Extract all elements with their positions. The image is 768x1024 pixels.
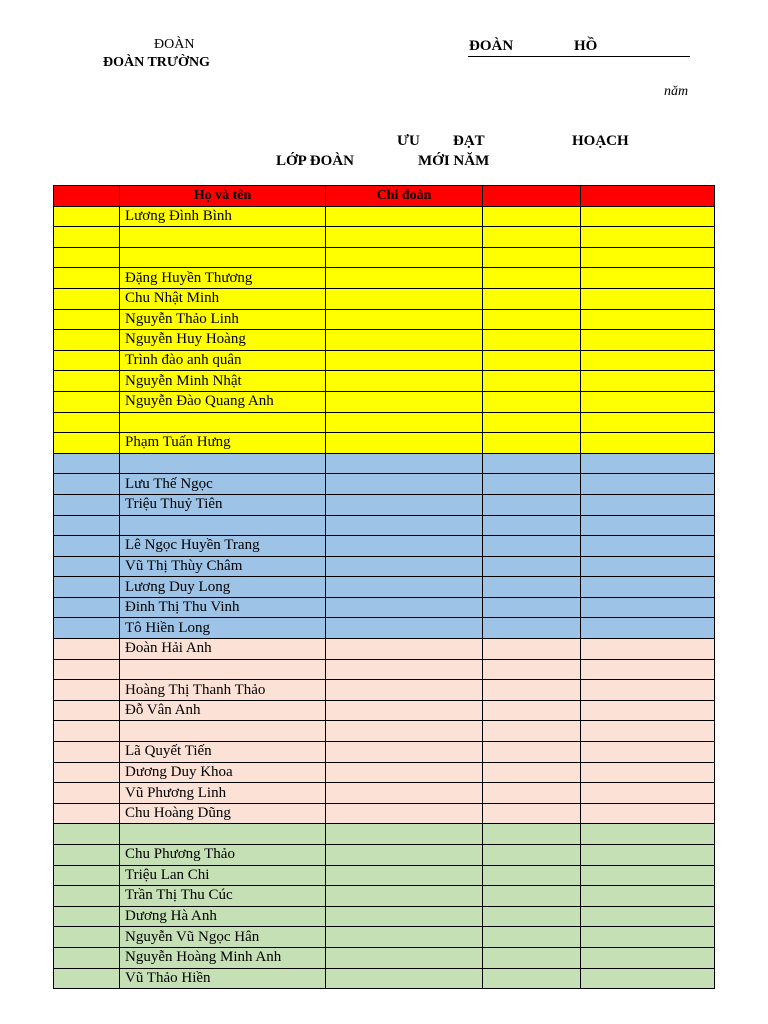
empty-cell [581,700,715,721]
empty-cell [326,824,483,845]
table-row [54,350,715,371]
table-row [54,824,715,845]
empty-cell [54,742,120,763]
empty-cell [54,288,120,309]
member-name-cell: Chu Phương Thảo [120,845,326,866]
member-name-cell: Phạm Tuấn Hưng [120,433,326,454]
empty-cell [581,556,715,577]
table-row [54,515,715,536]
school-union-label: ĐOÀN TRƯỜNG [103,55,210,70]
empty-cell [483,639,581,660]
empty-cell [54,577,120,598]
empty-cell [483,494,581,515]
empty-cell [483,783,581,804]
empty-cell [326,639,483,660]
empty-cell [54,412,120,433]
empty-cell [483,433,581,454]
empty-cell [581,824,715,845]
empty-cell [581,618,715,639]
empty-cell [54,536,120,557]
table-row [54,268,715,289]
empty-cell [483,968,581,989]
empty-cell [54,865,120,886]
empty-cell [483,227,581,248]
table-row [54,433,715,454]
table-row [54,659,715,680]
member-name-cell [120,453,326,474]
header-cell-extra-1 [483,186,581,207]
empty-cell [54,597,120,618]
empty-cell [326,742,483,763]
member-name-cell: Triệu Lan Chi [120,865,326,886]
empty-cell [581,371,715,392]
table-row [54,906,715,927]
empty-cell [326,783,483,804]
member-name-cell: Vũ Thị Thùy Châm [120,556,326,577]
member-name-cell: Đặng Huyền Thương [120,268,326,289]
table-row [54,680,715,701]
empty-cell [483,824,581,845]
member-name-cell: Nguyễn Đào Quang Anh [120,391,326,412]
member-name-cell [120,247,326,268]
empty-cell [326,947,483,968]
empty-cell [483,762,581,783]
empty-cell [581,639,715,660]
empty-cell [54,783,120,804]
empty-cell [483,742,581,763]
national-header-word1: ĐOÀN [469,38,514,54]
empty-cell [54,371,120,392]
member-name-cell [120,721,326,742]
empty-cell [483,330,581,351]
empty-cell [326,700,483,721]
empty-cell [483,618,581,639]
empty-cell [326,453,483,474]
empty-cell [483,597,581,618]
member-name-cell [120,659,326,680]
member-name-cell: Nguyễn Hoàng Minh Anh [120,947,326,968]
table-row [54,412,715,433]
member-name-cell: Chu Nhật Minh [120,288,326,309]
empty-cell [54,803,120,824]
empty-cell [54,618,120,639]
table-row [54,597,715,618]
empty-cell [326,474,483,495]
header-cell-extra-2 [581,186,715,207]
empty-cell [581,721,715,742]
empty-cell [326,865,483,886]
table-row [54,886,715,907]
empty-cell [483,556,581,577]
empty-cell [326,618,483,639]
empty-cell [54,906,120,927]
empty-cell [326,597,483,618]
empty-cell [581,206,715,227]
empty-cell [54,247,120,268]
empty-cell [483,577,581,598]
empty-cell [54,474,120,495]
empty-cell [581,227,715,248]
empty-cell [54,700,120,721]
empty-cell [581,536,715,557]
empty-cell [326,433,483,454]
empty-cell [483,680,581,701]
empty-cell [326,391,483,412]
table-row [54,845,715,866]
table-row [54,947,715,968]
member-name-cell: Nguyễn Thảo Linh [120,309,326,330]
member-name-cell: Chu Hoàng Dũng [120,803,326,824]
empty-cell [483,515,581,536]
member-name-cell: Lương Đình Bình [120,206,326,227]
table-row [54,618,715,639]
empty-cell [326,556,483,577]
table-body [54,206,715,989]
empty-cell [483,536,581,557]
member-name-cell: Trần Thị Thu Cúc [120,886,326,907]
empty-cell [581,865,715,886]
empty-cell [483,412,581,433]
member-name-cell [120,227,326,248]
header-cell-index [54,186,120,207]
empty-cell [483,947,581,968]
empty-cell [581,309,715,330]
empty-cell [54,762,120,783]
empty-cell [54,886,120,907]
member-name-cell: Nguyễn Huy Hoàng [120,330,326,351]
empty-cell [326,680,483,701]
empty-cell [54,206,120,227]
table-row [54,700,715,721]
empty-cell [326,268,483,289]
table-row [54,227,715,248]
empty-cell [581,247,715,268]
table-row [54,453,715,474]
empty-cell [54,721,120,742]
title-word-1: ƯU [397,133,420,149]
table-row [54,536,715,557]
member-name-cell: Lê Ngọc Huyền Trang [120,536,326,557]
empty-cell [326,412,483,433]
empty-cell [326,927,483,948]
empty-cell [483,247,581,268]
empty-cell [581,906,715,927]
table-header-row [54,186,715,207]
member-name-cell: Vũ Phương Linh [120,783,326,804]
empty-cell [483,845,581,866]
table-row [54,639,715,660]
empty-cell [326,371,483,392]
union-label: ĐOÀN [154,37,195,52]
member-name-cell: Hoàng Thị Thanh Thảo [120,680,326,701]
empty-cell [581,474,715,495]
empty-cell [326,515,483,536]
empty-cell [581,742,715,763]
empty-cell [326,906,483,927]
empty-cell [54,330,120,351]
empty-cell [581,680,715,701]
member-name-cell: Lương Duy Long [120,577,326,598]
title-word-3: HOẠCH [572,133,629,149]
empty-cell [326,206,483,227]
empty-cell [54,309,120,330]
member-name-cell: Đỗ Vân Anh [120,700,326,721]
empty-cell [326,309,483,330]
empty-cell [581,783,715,804]
empty-cell [54,350,120,371]
empty-cell [581,886,715,907]
empty-cell [326,577,483,598]
table-row [54,494,715,515]
member-name-cell: Vũ Thảo Hiền [120,968,326,989]
empty-cell [54,391,120,412]
empty-cell [581,762,715,783]
empty-cell [326,227,483,248]
title-word-4: LỚP ĐOÀN [276,153,354,169]
empty-cell [54,453,120,474]
table-row [54,391,715,412]
header-cell-branch: Chi đoàn [326,186,483,207]
empty-cell [581,412,715,433]
empty-cell [581,494,715,515]
empty-cell [326,845,483,866]
table-row [54,330,715,351]
table-row [54,762,715,783]
table-row [54,783,715,804]
empty-cell [326,762,483,783]
table-row [54,577,715,598]
empty-cell [54,227,120,248]
empty-cell [54,659,120,680]
empty-cell [483,371,581,392]
table-row [54,288,715,309]
empty-cell [326,659,483,680]
empty-cell [54,927,120,948]
member-name-cell: Tô Hiền Long [120,618,326,639]
empty-cell [581,268,715,289]
empty-cell [581,350,715,371]
empty-cell [54,268,120,289]
empty-cell [581,288,715,309]
empty-cell [483,206,581,227]
empty-cell [326,968,483,989]
empty-cell [326,247,483,268]
title-word-2: ĐẠT [453,133,485,149]
title-word-5: MỚI NĂM [418,153,490,169]
table-row [54,803,715,824]
empty-cell [483,886,581,907]
empty-cell [581,927,715,948]
empty-cell [581,968,715,989]
header-cell-name: Họ và tên [120,186,326,207]
empty-cell [581,845,715,866]
empty-cell [581,391,715,412]
empty-cell [483,803,581,824]
member-name-cell: Lưu Thế Ngọc [120,474,326,495]
member-name-cell: Đoàn Hải Anh [120,639,326,660]
empty-cell [483,391,581,412]
table-row [54,474,715,495]
member-name-cell [120,824,326,845]
empty-cell [326,803,483,824]
empty-cell [581,330,715,351]
table-row [54,371,715,392]
empty-cell [581,597,715,618]
member-name-cell: Nguyễn Vũ Ngọc Hân [120,927,326,948]
empty-cell [581,577,715,598]
member-name-cell [120,515,326,536]
empty-cell [326,494,483,515]
empty-cell [483,474,581,495]
empty-cell [326,721,483,742]
empty-cell [54,515,120,536]
member-table [53,185,715,989]
member-name-cell: Dương Duy Khoa [120,762,326,783]
empty-cell [54,968,120,989]
empty-cell [581,659,715,680]
member-name-cell: Trình đào anh quân [120,350,326,371]
table-row [54,865,715,886]
table-row [54,968,715,989]
empty-cell [54,947,120,968]
empty-cell [326,536,483,557]
empty-cell [483,906,581,927]
empty-cell [581,453,715,474]
table-row [54,309,715,330]
empty-cell [54,433,120,454]
table-row [54,742,715,763]
empty-cell [54,639,120,660]
table-row [54,721,715,742]
table-row [54,927,715,948]
empty-cell [326,886,483,907]
empty-cell [483,453,581,474]
empty-cell [483,350,581,371]
empty-cell [581,803,715,824]
empty-cell [483,721,581,742]
member-name-cell: Lã Quyết Tiến [120,742,326,763]
empty-cell [483,700,581,721]
empty-cell [483,309,581,330]
empty-cell [326,350,483,371]
empty-cell [581,433,715,454]
empty-cell [326,330,483,351]
empty-cell [483,659,581,680]
empty-cell [326,288,483,309]
table-row [54,247,715,268]
empty-cell [483,288,581,309]
date-line: năm [664,84,689,99]
empty-cell [54,845,120,866]
empty-cell [54,824,120,845]
empty-cell [54,556,120,577]
member-name-cell: Dương Hà Anh [120,906,326,927]
empty-cell [483,865,581,886]
table-row [54,556,715,577]
empty-cell [483,268,581,289]
empty-cell [54,680,120,701]
table-row [54,206,715,227]
member-name-cell: Đinh Thị Thu Vinh [120,597,326,618]
empty-cell [581,947,715,968]
member-name-cell: Nguyễn Minh Nhật [120,371,326,392]
national-header-word2: HỒ [574,38,598,54]
empty-cell [581,515,715,536]
national-header [468,38,690,57]
member-name-cell [120,412,326,433]
member-name-cell: Triệu Thuỷ Tiên [120,494,326,515]
empty-cell [54,494,120,515]
empty-cell [483,927,581,948]
